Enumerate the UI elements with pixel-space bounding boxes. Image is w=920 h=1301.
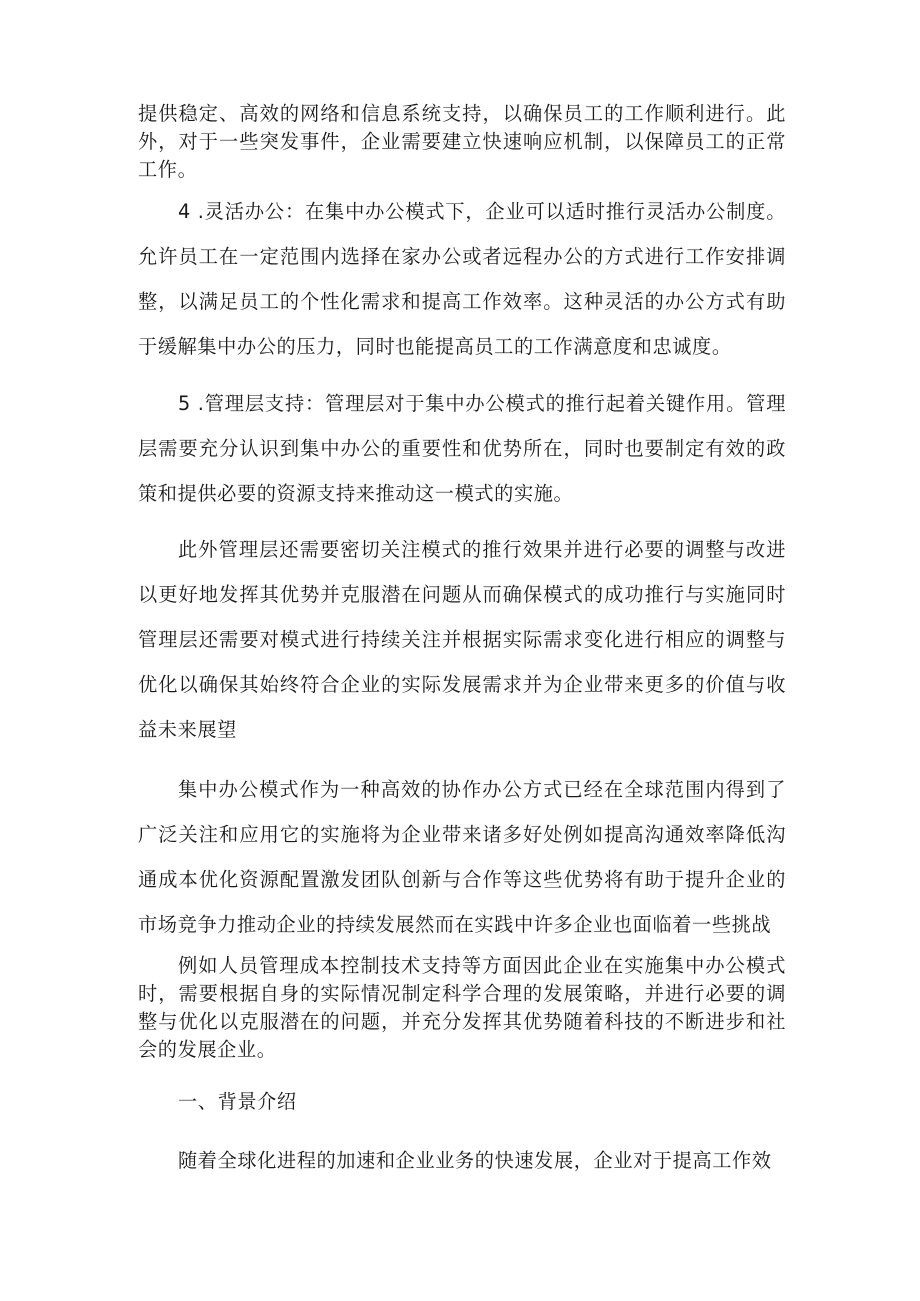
paragraph-network-support: 提供稳定、高效的网络和信息系统支持，以确保员工的工作顺利进行。此外，对于一些突发事件，企业需要建立快速响应机制，以保障员工的正常工作。: [138, 102, 786, 181]
section-heading-background: 一、背景介绍: [178, 1090, 297, 1113]
paragraph-centralized-office-outlook: 集中办公模式作为一种高效的协作办公方式已经在全球范围内得到了广泛关注和应用它的实施将为企业带来诸多好处例如提高沟通效率降低沟通成本优化资源配置激发团队创新与合作等这些优势将有助于提升企业的市场竞争力推动企业的持续发展然而在实践中许多企业也面临着一些挑战: [138, 778, 786, 936]
paragraph-flexible-office: 4 .灵活办公：在集中办公模式下，企业可以适时推行灵活办公制度。允许员工在一定范围内选择在家办公或者远程办公的方式进行工作安排调整，以满足员工的个性化需求和提高工作效率。这种灵活的办公方式有助于缓解集中办公的压力，同时也能提高员工的工作满意度和忠诚度。: [138, 200, 786, 358]
paragraph-background-intro: 随着全球化进程的加速和企业业务的快速发展，企业对于提高工作效: [178, 1149, 772, 1172]
paragraph-management-adjustment: 此外管理层还需要密切关注模式的推行效果并进行必要的调整与改进以更好地发挥其优势并克服潜在问题从而确保模式的成功推行与实施同时管理层还需要对模式进行持续关注并根据实际需求变化进行相应的调整与优化以确保其始终符合企业的实际发展需求并为企业带来更多的价值与收益未来展望: [138, 538, 786, 741]
paragraph-management-support: 5 .管理层支持：管理层对于集中办公模式的推行起着关键作用。管理层需要充分认识到集中办公的重要性和优势所在，同时也要制定有效的政策和提供必要的资源支持来推动这一模式的实施。: [138, 392, 786, 505]
paragraph-challenges: 例如人员管理成本控制技术支持等方面因此企业在实施集中办公模式时，需要根据自身的实际情况制定科学合理的发展策略，并进行必要的调整与优化以克服潜在的问题，并充分发挥其优势随着科技的不断进步和社会的发展企业。: [138, 954, 786, 1061]
